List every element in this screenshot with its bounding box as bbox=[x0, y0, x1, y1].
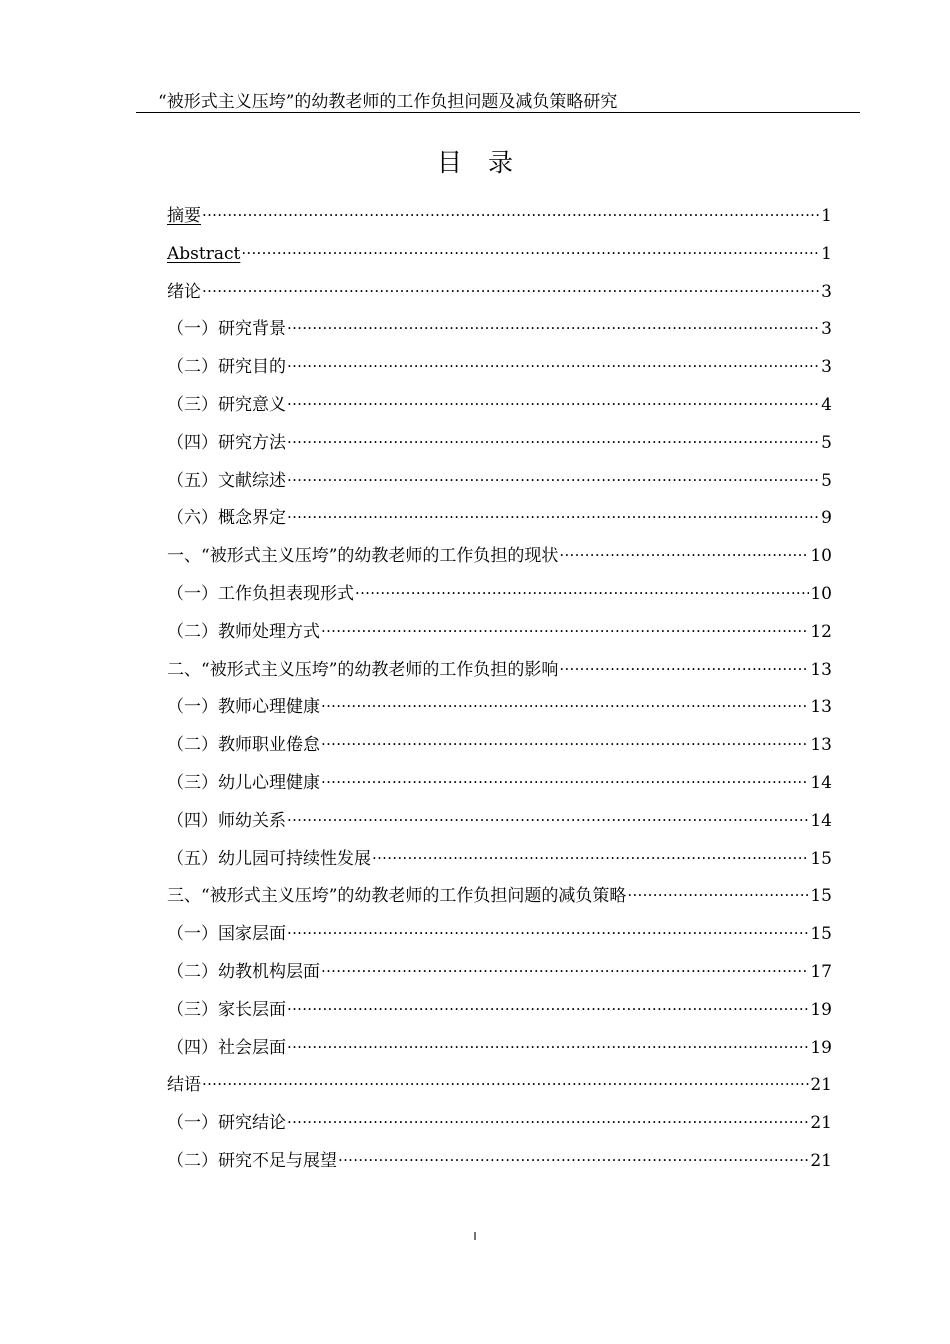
dot-leader bbox=[287, 1035, 809, 1053]
dot-leader bbox=[287, 921, 809, 939]
toc-entry-page-number: 15 bbox=[810, 924, 832, 945]
dot-leader bbox=[559, 543, 809, 561]
toc-entry[interactable] bbox=[167, 1109, 832, 1147]
dot-leader bbox=[321, 694, 809, 712]
toc-entry-label: （三）家长层面 bbox=[167, 999, 286, 1020]
toc-entry[interactable] bbox=[167, 278, 832, 316]
toc-entry-page-number: 10 bbox=[810, 583, 832, 604]
toc-entry-page-number: 3 bbox=[821, 319, 832, 340]
toc-entry-label: （四）社会层面 bbox=[167, 1037, 286, 1058]
toc-entry[interactable] bbox=[167, 996, 832, 1034]
toc-entry[interactable] bbox=[167, 769, 832, 807]
toc-entry-page-number: 21 bbox=[810, 1113, 832, 1134]
toc-entry[interactable] bbox=[167, 467, 832, 505]
toc-entry-page-number: 21 bbox=[810, 1150, 832, 1171]
toc-entry[interactable] bbox=[167, 1034, 832, 1072]
dot-leader bbox=[287, 505, 820, 523]
toc-entry[interactable] bbox=[167, 656, 832, 694]
toc-entry-page-number: 13 bbox=[810, 659, 832, 680]
dot-leader bbox=[321, 959, 809, 977]
toc-entry[interactable] bbox=[167, 693, 832, 731]
toc-entry-label: 绪论 bbox=[167, 281, 201, 302]
dot-leader bbox=[287, 468, 820, 486]
toc-entry-page-number: 4 bbox=[821, 394, 832, 415]
toc-entry-page-number: 3 bbox=[821, 281, 832, 302]
toc-entry[interactable] bbox=[167, 618, 832, 656]
toc-entry-page-number: 3 bbox=[821, 357, 832, 378]
toc-entry[interactable] bbox=[167, 315, 832, 353]
toc-entry[interactable] bbox=[167, 353, 832, 391]
toc-entry-label: （一）研究结论 bbox=[167, 1113, 286, 1134]
toc-entry-page-number: 5 bbox=[821, 470, 832, 491]
toc-entry[interactable] bbox=[167, 504, 832, 542]
toc-entry-label[interactable]: Abstract bbox=[167, 243, 241, 264]
toc-entry-page-number: 5 bbox=[821, 432, 832, 453]
toc-entry-label: （三）幼儿心理健康 bbox=[167, 772, 320, 793]
dot-leader bbox=[321, 619, 809, 637]
toc-entry-label: 一、“被形式主义压垮”的幼教老师的工作负担的现状 bbox=[167, 546, 559, 567]
toc-entry-label: （一）研究背景 bbox=[167, 319, 286, 340]
toc-entry-page-number: 14 bbox=[810, 810, 832, 831]
toc-entry-page-number: 15 bbox=[810, 886, 832, 907]
running-header bbox=[136, 92, 860, 113]
toc-entry-label: （二）教师职业倦怠 bbox=[167, 735, 320, 756]
toc-entry[interactable] bbox=[167, 958, 832, 996]
dot-leader bbox=[287, 316, 820, 334]
toc-entry-label: （一）国家层面 bbox=[167, 924, 286, 945]
toc-entry-page-number: 21 bbox=[810, 1075, 832, 1096]
toc-entry[interactable] bbox=[167, 845, 832, 883]
dot-leader bbox=[202, 1072, 809, 1090]
toc-entry[interactable] bbox=[167, 920, 832, 958]
toc-entry-page-number: 13 bbox=[810, 735, 832, 756]
toc-entry[interactable] bbox=[167, 240, 832, 278]
toc-entry-label: （二）幼教机构层面 bbox=[167, 961, 320, 982]
dot-leader bbox=[287, 430, 820, 448]
toc-entry-label: 三、“被形式主义压垮”的幼教老师的工作负担问题的减负策略 bbox=[167, 886, 627, 907]
toc-entry[interactable] bbox=[167, 882, 832, 920]
dot-leader bbox=[287, 392, 820, 410]
dot-leader bbox=[287, 354, 820, 372]
toc-entry-label[interactable]: 摘要 bbox=[167, 206, 201, 226]
toc-entry-page-number: 19 bbox=[810, 999, 832, 1020]
toc-entry-page-number: 17 bbox=[810, 961, 832, 982]
toc-entry-label: （五）幼儿园可持续性发展 bbox=[167, 848, 371, 869]
toc-entry-label: （一）教师心理健康 bbox=[167, 697, 320, 718]
toc-entry-page-number: 15 bbox=[810, 848, 832, 869]
toc-entry[interactable] bbox=[167, 807, 832, 845]
toc-entry-label: （二）教师处理方式 bbox=[167, 621, 320, 642]
dot-leader bbox=[202, 279, 820, 297]
toc-entry-page-number: 10 bbox=[810, 546, 832, 567]
toc-entry-page-number: 19 bbox=[810, 1037, 832, 1058]
toc-entry-label: （二）研究目的 bbox=[167, 357, 286, 378]
toc-entry-page-number: 13 bbox=[810, 697, 832, 718]
dot-leader bbox=[372, 846, 809, 864]
dot-leader bbox=[338, 1148, 809, 1166]
toc-entry-label: （六）概念界定 bbox=[167, 508, 286, 529]
dot-leader bbox=[287, 808, 809, 826]
dot-leader bbox=[241, 241, 820, 259]
page-title: 目录 bbox=[436, 148, 539, 177]
toc-entry-label: （二）研究不足与展望 bbox=[167, 1150, 337, 1171]
dot-leader bbox=[559, 657, 809, 675]
page-number: I bbox=[473, 1230, 477, 1243]
toc-entry[interactable] bbox=[167, 429, 832, 467]
dot-leader bbox=[287, 997, 809, 1015]
toc-entry-label: （四）研究方法 bbox=[167, 432, 286, 453]
toc-entry[interactable] bbox=[167, 542, 832, 580]
toc-entry-page-number: 1 bbox=[821, 206, 832, 226]
dot-leader bbox=[355, 581, 809, 599]
toc-entry[interactable] bbox=[167, 1071, 832, 1109]
dot-leader bbox=[287, 1110, 809, 1128]
toc-entry[interactable] bbox=[167, 391, 832, 429]
dot-leader bbox=[321, 770, 809, 788]
toc-entry-label: 结语 bbox=[167, 1075, 201, 1096]
toc-entry[interactable] bbox=[167, 580, 832, 618]
dot-leader bbox=[202, 203, 820, 221]
toc-entry-label: （四）师幼关系 bbox=[167, 810, 286, 831]
table-of-contents bbox=[167, 202, 832, 1185]
toc-entry[interactable] bbox=[167, 202, 832, 240]
toc-entry-label: （三）研究意义 bbox=[167, 394, 286, 415]
toc-entry-page-number: 12 bbox=[810, 621, 832, 642]
toc-entry-label: 二、“被形式主义压垮”的幼教老师的工作负担的影响 bbox=[167, 659, 559, 680]
toc-entry-page-number: 14 bbox=[810, 772, 832, 793]
toc-entry-page-number: 9 bbox=[821, 508, 832, 529]
dot-leader bbox=[627, 883, 809, 901]
toc-entry-label: （五）文献综述 bbox=[167, 470, 286, 491]
toc-entry[interactable] bbox=[167, 1147, 832, 1185]
toc-entry-page-number: 1 bbox=[821, 243, 832, 264]
toc-entry-label: （一）工作负担表现形式 bbox=[167, 583, 354, 604]
running-header-title: “被形式主义压垮”的幼教老师的工作负担问题及减负策略研究 bbox=[158, 92, 618, 112]
toc-entry[interactable] bbox=[167, 731, 832, 769]
dot-leader bbox=[321, 732, 809, 750]
